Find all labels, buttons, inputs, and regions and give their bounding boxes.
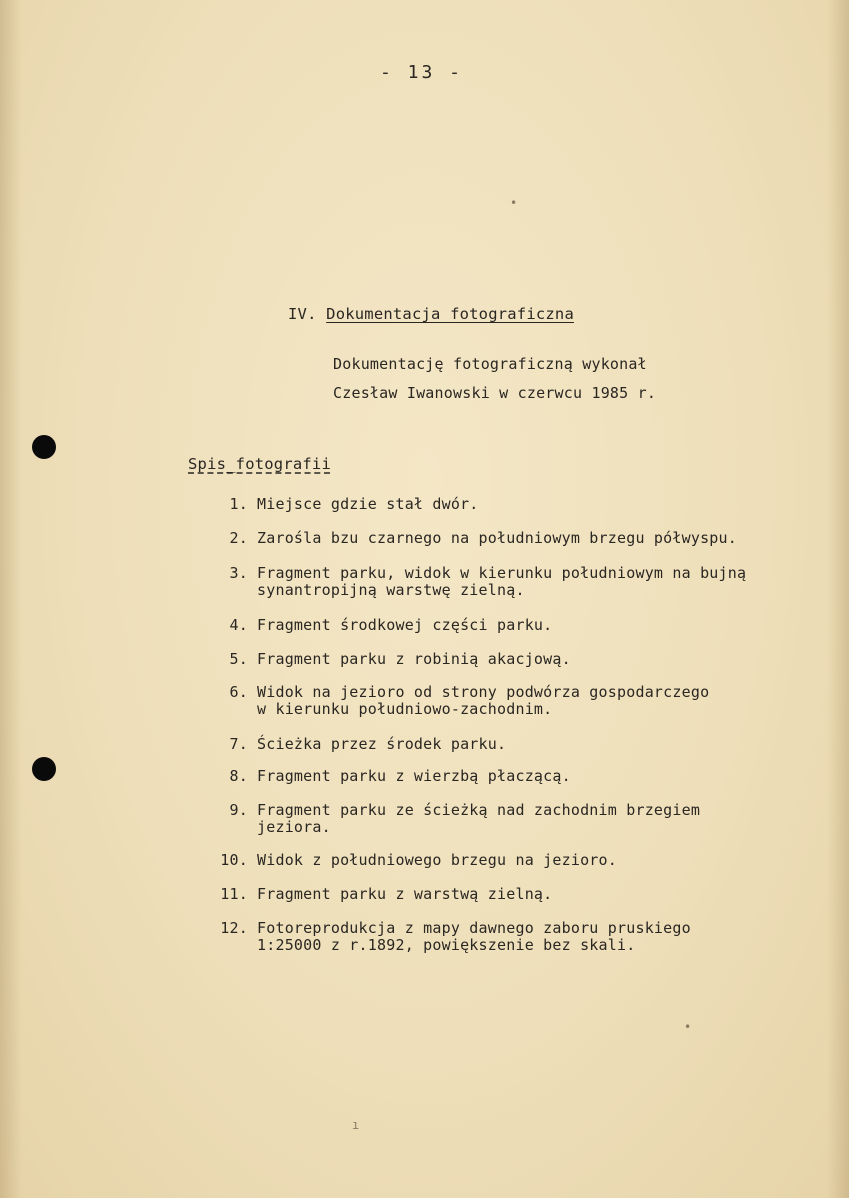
paper-edge-shadow-left	[0, 0, 22, 1198]
list-item-number: 12.	[220, 919, 248, 937]
list-item-number: 3.	[229, 564, 248, 582]
list-item-number: 4.	[229, 616, 248, 634]
list-item-text: Fragment parku, widok w kierunku południowym na bujną synantropijną warstwę zielną.	[257, 564, 747, 599]
page-number: - 13 -	[380, 62, 464, 83]
list-item-text: Fragment parku z wierzbą płaczącą.	[257, 767, 571, 785]
paper-edge-shadow-right	[827, 0, 849, 1198]
list-item-text: Fragment środkowej części parku.	[257, 616, 553, 634]
intro-line-1: Dokumentację fotograficzną wykonał	[333, 355, 647, 373]
list-item-text: Zarośla bzu czarnego na południowym brzegu półwyspu.	[257, 529, 737, 547]
punch-hole-top	[32, 435, 56, 459]
list-item-number: 1.	[229, 495, 248, 513]
list-item-text: Fragment parku ze ścieżką nad zachodnim brzegiem jeziora.	[257, 801, 701, 836]
list-item-text: Fragment parku z robinią akacjową.	[257, 650, 571, 668]
list-item-text: Widok na jezioro od strony podwórza gospodarczego w kierunku południowo-zachodnim.	[257, 683, 710, 718]
list-item-number: 11.	[220, 885, 248, 903]
list-item-number: 8.	[229, 767, 248, 785]
punch-hole-bottom	[32, 757, 56, 781]
list-item-text: Widok z południowego brzegu na jezioro.	[257, 851, 617, 869]
list-item-number: 7.	[229, 735, 248, 753]
section-heading	[288, 305, 574, 323]
photo-list-heading: Spis_fotografii	[188, 455, 331, 473]
ink-speck: •	[510, 196, 518, 210]
list-item-number: 6.	[229, 683, 248, 701]
ink-speck: ı	[352, 1118, 360, 1132]
list-item-number: 10.	[220, 851, 248, 869]
list-item-number: 5.	[229, 650, 248, 668]
list-item-text: Fotoreprodukcja z mapy dawnego zaboru pruskiego 1:25000 z r.1892, powiększenie bez skali.	[257, 919, 691, 954]
list-item-number: 2.	[229, 529, 248, 547]
intro-line-2: Czesław Iwanowski w czerwcu 1985 r.	[333, 384, 657, 402]
section-title: Dokumentacja fotograficzna	[326, 305, 574, 323]
list-item-number: 9.	[229, 801, 248, 819]
ink-speck: •	[684, 1020, 692, 1034]
list-item-text: Ścieżka przez środek parku.	[257, 735, 507, 753]
list-item-text: Miejsce gdzie stał dwór.	[257, 495, 479, 513]
section-number: IV.	[288, 305, 317, 323]
list-item-text: Fragment parku z warstwą zielną.	[257, 885, 553, 903]
